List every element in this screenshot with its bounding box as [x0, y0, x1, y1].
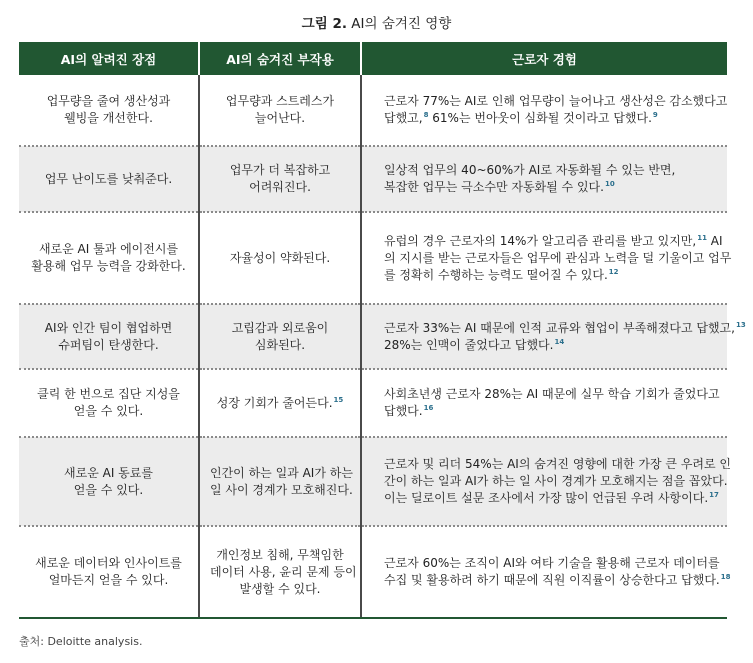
experience-text: 답했고,	[384, 111, 423, 125]
experience-text: 를 정확히 수행하는 능력도 떨어질 수 있다.	[384, 267, 608, 282]
experience-text: 근로자 60%는 조직이 AI와 여타 기술을 활용해 근로자 데이터를	[384, 556, 720, 570]
figure-title	[0, 12, 753, 32]
benefit-cell	[19, 75, 199, 146]
experience-line	[384, 403, 713, 420]
side-effect-cell	[199, 146, 361, 212]
benefit-text: 업무 난이도를 낮춰준다.	[44, 171, 173, 186]
side-effect-cell	[199, 526, 361, 618]
footnote-ref: 17	[709, 491, 719, 499]
table-row	[19, 526, 727, 618]
benefit-text: 웰빙을 개선한다.	[64, 111, 153, 125]
experience-line	[384, 456, 731, 473]
side-effect-cell	[199, 369, 361, 437]
side-effect-text: 업무가 더 복잡하고	[229, 163, 331, 177]
experience-cell	[361, 212, 732, 304]
experience-text: AI	[706, 233, 723, 248]
side-effect-text: 심화된다.	[254, 337, 306, 352]
experience-line	[384, 250, 732, 267]
table-row	[19, 369, 727, 437]
experience-cell	[361, 146, 727, 212]
table-row	[19, 75, 727, 146]
experience-text: 수집 및 활용하려 하기 때문에 직원 이직률이 상승한다고 답했다.	[384, 573, 720, 587]
side-effect-cell	[199, 437, 361, 526]
experience-cell	[361, 75, 727, 146]
benefit-cell	[19, 526, 199, 618]
side-effect-text: 데이터 사용, 윤리 문제 등이	[210, 564, 357, 579]
experience-text: 의 지시를 받는 근로자들은 업무에 관심과 노력을 덜 기울이고 업무	[384, 250, 732, 265]
benefit-cell	[19, 146, 199, 212]
footnote-ref: 9	[652, 111, 658, 119]
side-effect-cell	[199, 212, 361, 304]
benefit-text: 활용해 업무 능력을 강화한다.	[31, 259, 186, 273]
benefit-text: 얻을 수 있다.	[73, 482, 144, 497]
footnote-ref: 12	[608, 267, 619, 276]
experience-cell	[361, 437, 731, 526]
benefit-cell	[19, 437, 199, 526]
table-row	[19, 437, 727, 526]
table-header-row	[19, 42, 727, 75]
side-effect-text: 어려워진다.	[249, 180, 311, 194]
side-effect-cell	[199, 75, 361, 146]
experience-cell	[361, 526, 731, 618]
side-effect-text: 일 사이 경계가 모호해진다.	[210, 482, 353, 497]
footnote-ref: 11	[697, 233, 707, 242]
side-effect-text: 개인정보 침해, 무책임한	[216, 547, 344, 562]
benefit-text: 얼마든지 얻을 수 있다.	[48, 573, 169, 587]
footnote-ref: 13	[735, 320, 746, 329]
side-effect-text: 늘어난다.	[254, 111, 306, 125]
experience-text: 근로자 33%는 AI 때문에 인적 교류와 협업이 부족해졌다고 답했고,	[384, 320, 735, 335]
side-effect-text: 성장 기회가 줄어든다.$^{15}$	[216, 395, 344, 410]
experience-cell	[361, 369, 727, 437]
experience-line	[384, 162, 713, 179]
figure-number: 그림 2.	[301, 16, 347, 32]
benefit-text: 새로운 AI 동료를	[64, 465, 153, 480]
experience-line	[384, 93, 728, 110]
experience-text: 일상적 업무의 40~60%가 AI로 자동화될 수 있는 반면,	[384, 163, 676, 177]
experience-line	[384, 386, 720, 403]
side-effect-cell	[199, 304, 361, 369]
experience-text: 유럽의 경우 근로자의 14%가 알고리즘 관리를 받고 있지만,	[384, 233, 697, 248]
experience-text: 간이 하는 일과 AI가 하는 일 사이 경계가 모호해지는 점을 꼽았다.	[384, 474, 728, 488]
experience-line	[384, 490, 719, 507]
side-effect-text: 인간이 하는 일과 AI가 하는	[210, 465, 353, 480]
footnote-ref: 15	[333, 395, 344, 404]
header-known-benefits: AI의 알려진 장점	[19, 42, 199, 75]
experience-text: 61%는 번아웃이 심화될 것이라고 답했다.	[428, 111, 652, 125]
experience-text: 근로자 77%는 AI로 인해 업무량이 늘어나고 생산성은 감소했다고	[384, 94, 728, 108]
benefit-cell	[19, 304, 199, 369]
experience-text: 복잡한 업무는 극소수만 자동화될 수 있다.	[384, 180, 604, 194]
experience-text: 사회초년생 근로자 28%는 AI 때문에 실무 학습 기회가 줄었다고	[384, 387, 720, 401]
benefit-text: AI와 인간 팀이 협업하면	[44, 320, 173, 335]
benefit-text: 얻을 수 있다.	[73, 404, 144, 418]
experience-line	[384, 555, 720, 572]
benefit-cell	[19, 369, 199, 437]
table-body	[19, 75, 746, 618]
experience-line	[384, 179, 713, 196]
experience-line	[384, 110, 713, 127]
side-effect-text: 고립감과 외로움이	[231, 320, 329, 335]
header-worker-experience: 근로자 경험	[361, 42, 727, 75]
source-note: 출처: Deloitte analysis.	[19, 635, 143, 648]
experience-text: 28%는 인맥이 줄었다고 답했다.	[384, 337, 554, 352]
experience-cell	[361, 304, 746, 369]
side-effect-text: 업무량과 스트레스가	[225, 94, 335, 108]
footnote-ref: 18	[720, 573, 731, 581]
experience-line	[384, 320, 746, 337]
experience-line	[384, 473, 728, 490]
footnote-ref: 8	[423, 111, 429, 119]
side-effect-text: 발생할 수 있다.	[239, 581, 321, 596]
footnote-ref: 16	[423, 404, 434, 412]
experience-line	[384, 572, 731, 589]
footnote-ref: 10	[604, 180, 615, 188]
experience-text: 이는 딜로이트 설문 조사에서 가장 많이 언급된 우려 사항이다.	[384, 491, 709, 505]
header-hidden-side-effects: AI의 숨겨진 부작용	[199, 42, 361, 75]
benefit-cell	[19, 212, 199, 304]
experience-line	[384, 267, 713, 284]
benefit-text: 슈퍼팀이 탄생한다.	[58, 337, 159, 352]
table-row	[19, 146, 727, 212]
benefit-text: 새로운 데이터와 인사이트를	[35, 556, 182, 570]
experience-line	[384, 337, 713, 354]
benefit-text: 클릭 한 번으로 집단 지성을	[37, 387, 180, 401]
table-row	[19, 212, 727, 304]
side-effect-text: 자율성이 약화된다.	[229, 250, 331, 265]
experience-text: 근로자 및 리더 54%는 AI의 숨겨진 영향에 대한 가장 큰 우려로 인	[384, 457, 731, 471]
benefit-text: 새로운 AI 툴과 에이전시를	[38, 242, 179, 256]
footnote-ref: 14	[554, 337, 565, 346]
ai-impact-table	[19, 42, 746, 619]
experience-text: 답했다.	[384, 404, 423, 418]
experience-line	[384, 233, 723, 250]
benefit-text: 업무량을 줄여 생산성과	[46, 94, 171, 108]
table-row	[19, 304, 727, 369]
figure-title-text: AI의 숨겨진 영향	[351, 16, 452, 32]
